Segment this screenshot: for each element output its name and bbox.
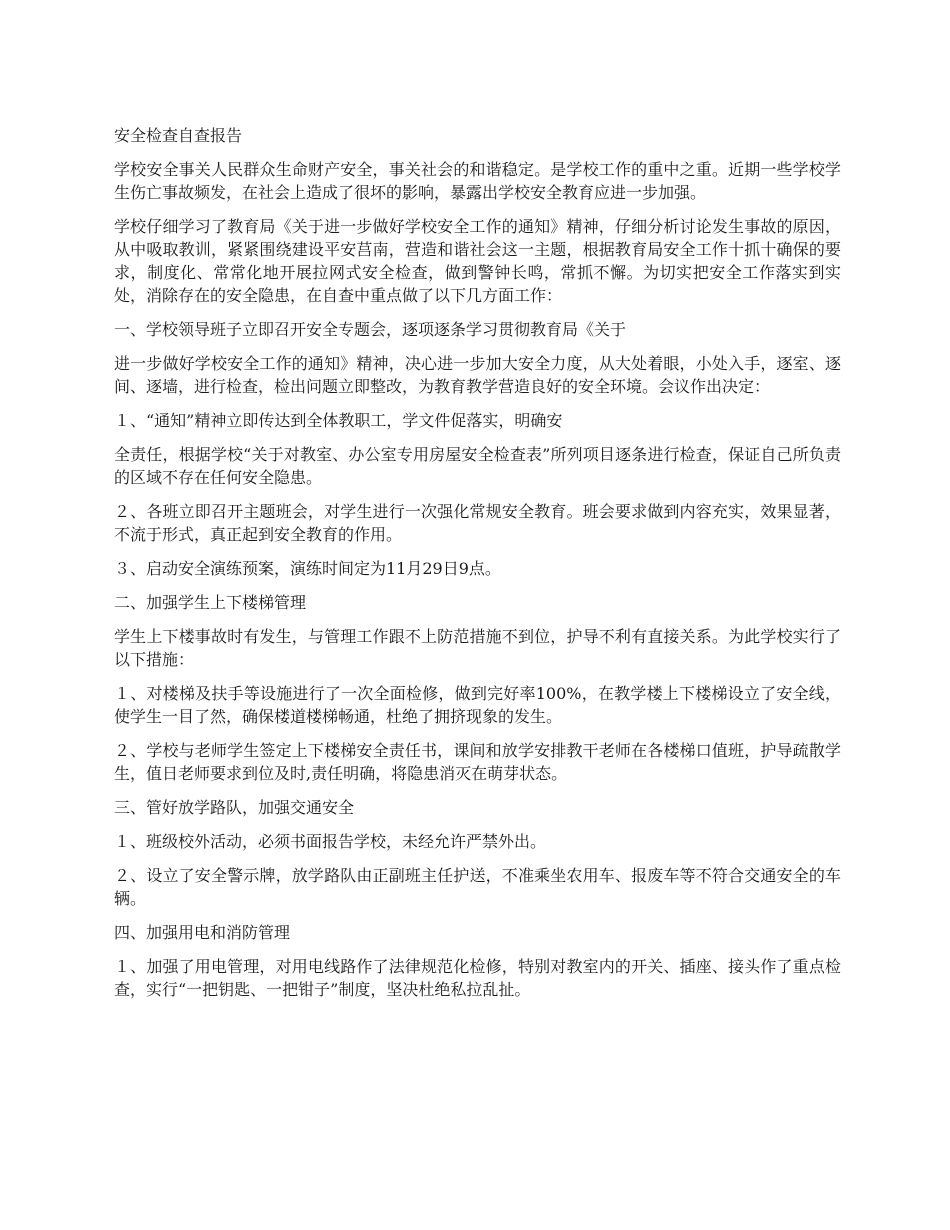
section-heading-4: 四、加强用电和消防管理 <box>114 923 291 942</box>
list-item-2-2: ２、学校与老师学生签定上下楼梯安全责任书，课间和放学安排教干老师在各楼梯口值班，护导疏散学生，值日老师要求到位及时,责任明确，将隐患消灭在萌芽状态。 <box>114 741 841 783</box>
list-item-1-2: ２、各班立即召开主题班会，对学生进行一次强化常规安全教育。班会要求做到内容充实，效果显著，不流于形式，真正起到安全教育的作用。 <box>114 502 841 544</box>
list-item-3-1: １、班级校外活动，必须书面报告学校，未经允许严禁外出。 <box>114 832 547 851</box>
section-heading-3: 三、管好放学路队，加强交通安全 <box>114 798 355 817</box>
list-item-4-1: １、加强了用电管理，对用电线路作了法律规范化检修，特别对教室内的开关、插座、接头作了重点检查，实行“一把钥匙、一把钳子”制度，坚决杜绝私拉乱扯。 <box>114 957 841 999</box>
list-item-1-3: ３、启动安全演练预案，演练时间定为11月29日9点。 <box>114 559 501 578</box>
section-heading-1: 一、学校领导班子立即召开安全专题会，逐项逐条学习贯彻教育局《关于 <box>114 320 627 339</box>
list-item-3-2: ２、设立了安全警示牌，放学路队由正副班主任护送，不准乘坐农用车、报废车等不符合交通安全的车辆。 <box>114 866 841 908</box>
paragraph-section-1: 进一步做好学校安全工作的通知》精神，决心进一步加大安全力度，从大处着眼，小处入手，逐室、逐间、逐墙，进行检查，检出问题立即整改，为教育教学营造良好的安全环境。会议作出决定： <box>114 354 841 396</box>
paragraph-study: 学校仔细学习了教育局《关于进一步做好学校安全工作的通知》精神，仔细分析讨论发生事故的原因，从中吸取教训，紧紧围绕建设平安莒南，营造和谐社会这一主题，根据教育局安全工作十抓十确保的要求，制度化、常常化地开展拉网式安全检查，做到警钟长鸣，常抓不懈。为切实把安全工作落实到实处，消除存在的安全隐患，在自查中重点做了以下几方面工作： <box>114 217 841 305</box>
section-heading-2: 二、加强学生上下楼梯管理 <box>114 593 307 612</box>
paragraph-intro: 学校安全事关人民群众生命财产安全，事关社会的和谐稳定。是学校工作的重中之重。近期一些学校学生伤亡事故频发，在社会上造成了很坏的影响，暴露出学校安全教育应进一步加强。 <box>114 160 841 202</box>
list-item-2-1: １、对楼梯及扶手等设施进行了一次全面检修，做到完好率100%，在教学楼上下楼梯设立了安全线，使学生一目了然，确保楼道楼梯畅通，杜绝了拥挤现象的发生。 <box>114 684 841 726</box>
document-title: 安全检查自查报告 <box>114 126 243 145</box>
paragraph-section-2: 学生上下楼事故时有发生，与管理工作跟不上防范措施不到位，护导不利有直接关系。为此学校实行了以下措施： <box>114 627 841 669</box>
paragraph-responsibility: 全责任，根据学校“关于对教室、办公室专用房屋安全检查表”所列项目逐条进行检查，保证自己所负责的区域不存在任何安全隐患。 <box>114 445 841 487</box>
list-item-1-1: １、“通知”精神立即传达到全体教职工，学文件促落实，明确安 <box>114 411 563 430</box>
document-page <box>114 124 841 1012</box>
